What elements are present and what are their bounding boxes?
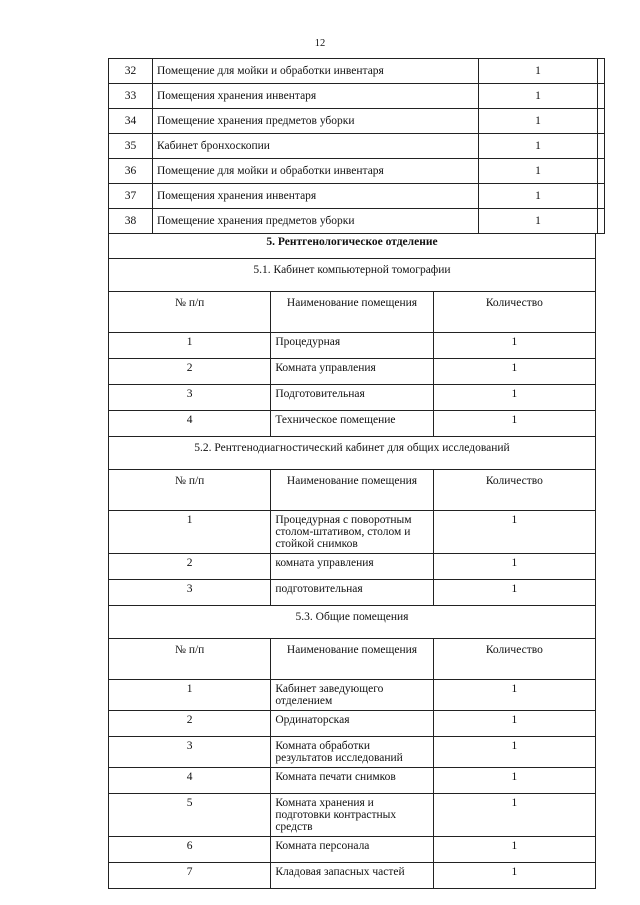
row-number: 32 xyxy=(109,59,153,84)
row-number: 1 xyxy=(109,680,271,711)
row-number: 6 xyxy=(109,837,271,863)
subsection-title: 5.3. Общие помещения xyxy=(109,606,596,639)
subsection-title: 5.2. Рентгенодиагностический кабинет для общих исследований xyxy=(109,437,596,470)
table-row xyxy=(109,580,596,606)
table-header-row xyxy=(109,292,596,333)
room-name: Кабинет заведующего отделением xyxy=(271,680,433,711)
row-number: 4 xyxy=(109,411,271,437)
row-number: 38 xyxy=(109,209,153,234)
room-name: Ординаторская xyxy=(271,711,433,737)
empty-cell xyxy=(598,209,605,234)
row-number: 37 xyxy=(109,184,153,209)
empty-cell xyxy=(598,109,605,134)
room-quantity: 1 xyxy=(433,333,595,359)
room-name: Помещения хранения инвентаря xyxy=(153,184,479,209)
row-number: 2 xyxy=(109,554,271,580)
continuation-table xyxy=(108,58,605,234)
table-row xyxy=(109,385,596,411)
room-quantity: 1 xyxy=(479,59,598,84)
room-quantity: 1 xyxy=(433,711,595,737)
room-quantity: 1 xyxy=(433,554,595,580)
table-row xyxy=(109,209,605,234)
table-row xyxy=(109,134,605,159)
column-header-name: Наименование помещения xyxy=(271,292,433,333)
room-quantity: 1 xyxy=(433,737,595,768)
row-number: 5 xyxy=(109,794,271,837)
table-row xyxy=(109,794,596,837)
column-header-quantity: Количество xyxy=(433,292,595,333)
room-name: Комната обработки результатов исследований xyxy=(271,737,433,768)
empty-cell xyxy=(598,134,605,159)
column-header-name: Наименование помещения xyxy=(271,470,433,511)
room-name: Комната печати снимков xyxy=(271,768,433,794)
room-name: Комната хранения и подготовки контрастных средств xyxy=(271,794,433,837)
table-row xyxy=(109,680,596,711)
room-name: Комната персонала xyxy=(271,837,433,863)
row-number: 2 xyxy=(109,359,271,385)
table-row xyxy=(109,511,596,554)
room-name: Помещение для мойки и обработки инвентаря xyxy=(153,59,479,84)
room-quantity: 1 xyxy=(479,184,598,209)
room-quantity: 1 xyxy=(479,134,598,159)
table-row xyxy=(109,863,596,889)
room-quantity: 1 xyxy=(433,837,595,863)
table-row xyxy=(109,159,605,184)
room-name: Техническое помещение xyxy=(271,411,433,437)
room-quantity: 1 xyxy=(479,84,598,109)
room-quantity: 1 xyxy=(433,511,595,554)
room-name: Подготовительная xyxy=(271,385,433,411)
room-name: Помещения хранения инвентаря xyxy=(153,84,479,109)
room-quantity: 1 xyxy=(433,359,595,385)
room-name: Комната управления xyxy=(271,359,433,385)
row-number: 1 xyxy=(109,511,271,554)
table-row xyxy=(109,359,596,385)
room-quantity: 1 xyxy=(433,411,595,437)
table-row xyxy=(109,59,605,84)
row-number: 36 xyxy=(109,159,153,184)
room-quantity: 1 xyxy=(433,680,595,711)
row-number: 3 xyxy=(109,580,271,606)
empty-cell xyxy=(598,184,605,209)
row-number: 2 xyxy=(109,711,271,737)
room-quantity: 1 xyxy=(433,580,595,606)
room-name: Помещение хранения предметов уборки xyxy=(153,109,479,134)
row-number: 7 xyxy=(109,863,271,889)
department-table xyxy=(108,233,596,889)
table-row xyxy=(109,84,605,109)
table-row xyxy=(109,837,596,863)
empty-cell xyxy=(598,59,605,84)
table-header-row xyxy=(109,470,596,511)
row-number: 33 xyxy=(109,84,153,109)
room-name: подготовительная xyxy=(271,580,433,606)
room-name: Кладовая запасных частей xyxy=(271,863,433,889)
table-row xyxy=(109,109,605,134)
table-row xyxy=(109,554,596,580)
row-number: 4 xyxy=(109,768,271,794)
column-header-name: Наименование помещения xyxy=(271,639,433,680)
column-header-quantity: Количество xyxy=(433,470,595,511)
section-title: 5. Рентгенологическое отделение xyxy=(109,234,596,259)
room-name: Процедурная с поворотным столом-штативом, столом и стойкой снимков xyxy=(271,511,433,554)
empty-cell xyxy=(598,84,605,109)
row-number: 1 xyxy=(109,333,271,359)
room-name: комната управления xyxy=(271,554,433,580)
table-row xyxy=(109,768,596,794)
room-quantity: 1 xyxy=(433,794,595,837)
empty-cell xyxy=(598,159,605,184)
room-quantity: 1 xyxy=(479,109,598,134)
row-number: 3 xyxy=(109,737,271,768)
room-name: Кабинет бронхоскопии xyxy=(153,134,479,159)
room-quantity: 1 xyxy=(433,863,595,889)
column-header-number: № п/п xyxy=(109,470,271,511)
column-header-number: № п/п xyxy=(109,292,271,333)
subsection-title: 5.1. Кабинет компьютерной томографии xyxy=(109,259,596,292)
row-number: 3 xyxy=(109,385,271,411)
room-quantity: 1 xyxy=(479,209,598,234)
room-name: Процедурная xyxy=(271,333,433,359)
room-quantity: 1 xyxy=(479,159,598,184)
table-row xyxy=(109,411,596,437)
room-quantity: 1 xyxy=(433,768,595,794)
table-row xyxy=(109,737,596,768)
row-number: 34 xyxy=(109,109,153,134)
column-header-quantity: Количество xyxy=(433,639,595,680)
room-name: Помещение хранения предметов уборки xyxy=(153,209,479,234)
page-number: 12 xyxy=(314,38,326,49)
table-row xyxy=(109,333,596,359)
column-header-number: № п/п xyxy=(109,639,271,680)
table-row xyxy=(109,711,596,737)
row-number: 35 xyxy=(109,134,153,159)
table-header-row xyxy=(109,639,596,680)
table-row xyxy=(109,184,605,209)
room-quantity: 1 xyxy=(433,385,595,411)
room-name: Помещение для мойки и обработки инвентаря xyxy=(153,159,479,184)
